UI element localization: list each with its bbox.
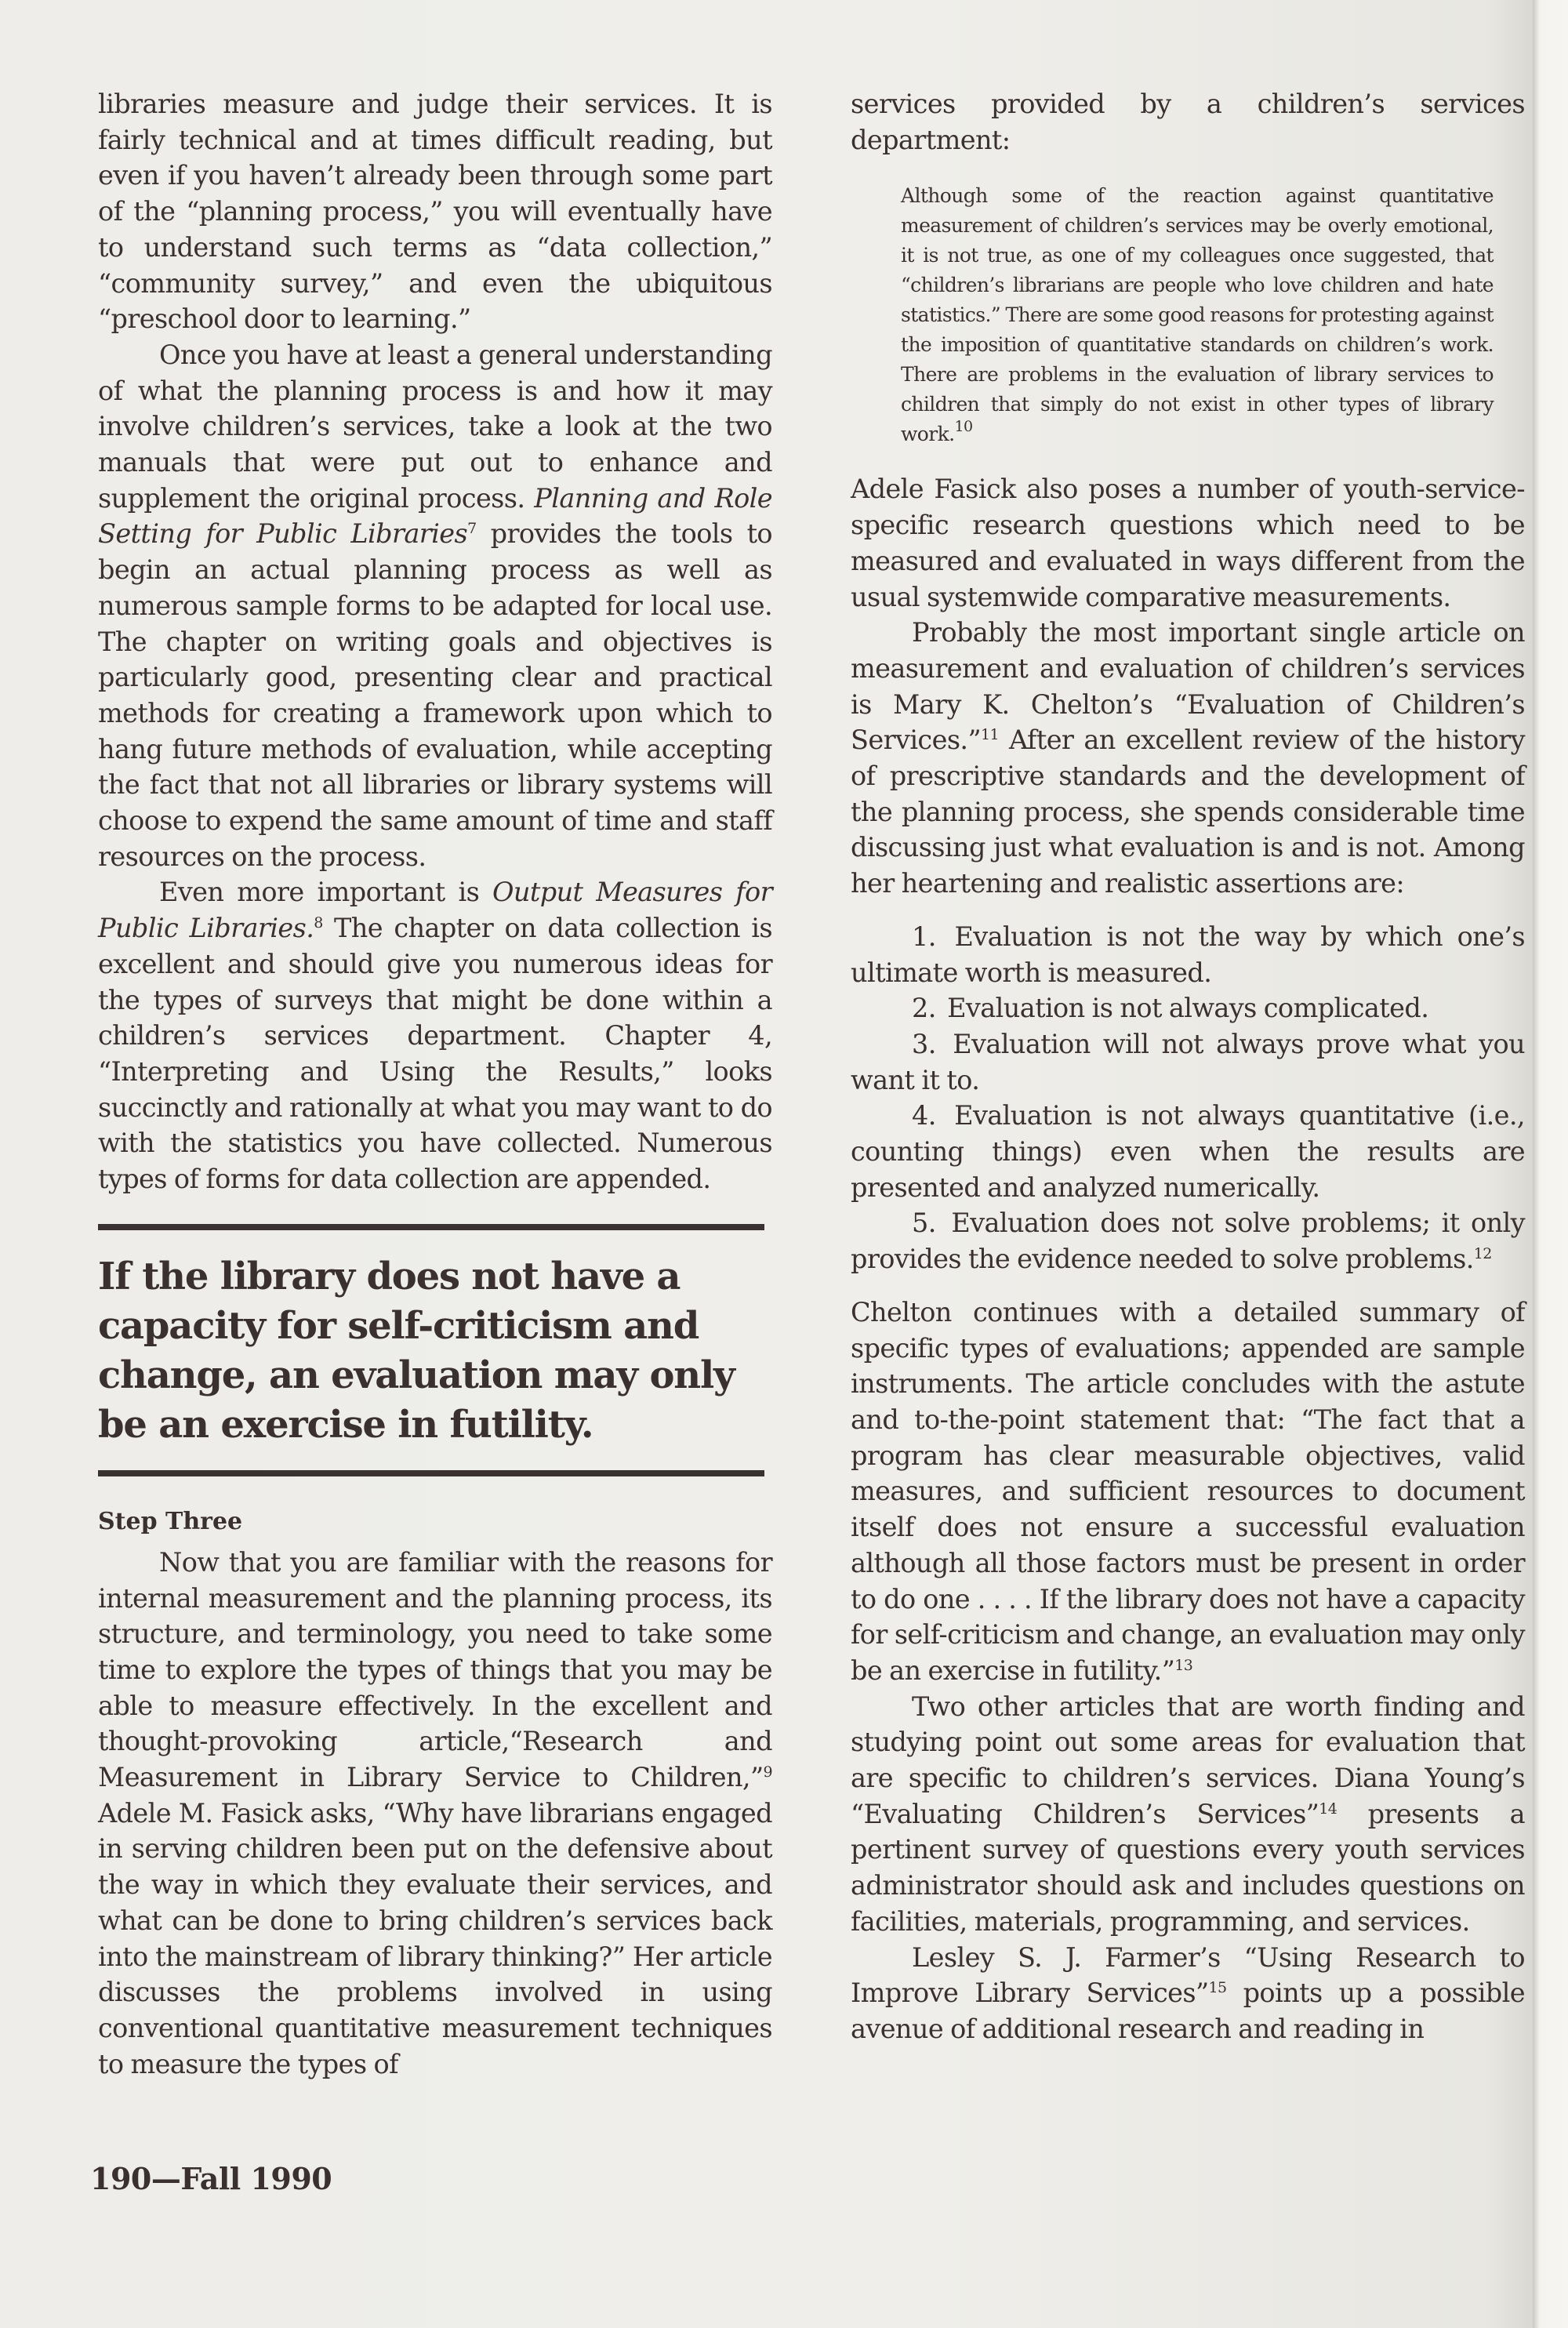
footnote-ref: 10	[954, 418, 973, 436]
footnote-ref: 14	[1319, 1800, 1338, 1818]
paragraph: Adele Fasick also poses a number of youth-service-specific research questions which need to be measured and evaluated in ways different from the usual systemwide comparative measurements.	[851, 474, 1525, 612]
list-item: 2. Evaluation is not always complicated.	[912, 993, 1429, 1024]
paragraph: Once you have at least a general understanding of what the planning process is and how it may involve children’s services, take a look at the two manuals that were put out to enhance and supplement the original process. Planning and Role Setting for Public Libraries$^7$ provides the tools to begin an actual planning process as well as numerous sample forms to be adapted for local use. The chapter on writing goals and objectives is particularly good, presenting clear and practical methods for creating a framework upon which to hang future methods of evaluation, while accepting the fact that not all libraries or library systems will choose to expend the same amount of time and staff resources on the process.	[98, 339, 772, 872]
list-item: 3. Evaluation will not always prove what you want it to.	[851, 1028, 1525, 1095]
footnote-ref: 8	[314, 914, 323, 932]
book-title: Planning and Role Setting for Public Libraries	[98, 482, 772, 550]
paragraph: services provided by a children’s services department:	[851, 89, 1525, 155]
left-column	[98, 86, 772, 2082]
paragraph: Two other articles that are worth finding and studying point out some areas for evaluation that are specific to children’s services. Diana Young’s “Evaluating Children’s Services”$^{14}$ presents a pertinent survey of questions every youth services administrator should ask and includes questions on facilities, materials, programming, and services.	[851, 1691, 1526, 1937]
footnote-ref: 7	[467, 520, 477, 538]
divider	[98, 1224, 764, 1230]
paragraph: Now that you are familiar with the reasons for internal measurement and the planning process, its structure, and terminology, you need to take some time to explore the types of things that you may be able to measure effectively. In the excellent and thought-provoking article,“Research and Measurement in Library Service to Children,”$^9$ Adele M. Fasick asks, “Why have librarians engaged in serving children been put on the defensive about the way in which they evaluate their services, and what can be done to bring children’s services back into the mainstream of library thinking?” Her article discusses the problems involved in using conventional quantitative measurement techniques to measure the types of	[98, 1546, 772, 2079]
paragraph: Probably the most important single article on measurement and evaluation of children’s services is Mary K. Chelton’s “Evaluation of Children’s Services.”$^{11}$ After an excellent review of the history of prescriptive standards and the development of the planning process, she spends considerable time discussing just what evaluation is and is not. Among her heartening and realistic assertions are:	[851, 617, 1525, 899]
footnote-ref: 15	[1208, 1979, 1227, 1997]
footnote-ref: 9	[763, 1763, 772, 1781]
block-quote-text: Although some of the reaction against quantitative measurement of children’s services may be overly emotional, it is not true, as one of my colleagues once suggested, that “children’s librarians are people who love children and hate statistics.” There are some good reasons for protesting against the imposition of quantitative standards on children’s work. There are problems in the evaluation of library services to children that simply do not exist in other types of library work.$^{10}$	[901, 184, 1494, 446]
right-column	[851, 86, 1525, 2047]
list-item: 1. Evaluation is not the way by which one’s ultimate worth is measured.	[851, 921, 1525, 988]
book-title: Output Measures for Public Libraries.	[98, 877, 772, 944]
footnote-ref: 11	[980, 726, 999, 744]
paragraph: Chelton continues with a detailed summary of specific types of evaluations; appended are sample instruments. The article concludes with the astute and to-the-point statement that: “The fact that a program has clear measurable objectives, valid measures, and sufficient resources to document itself does not ensure a successful evaluation although all those factors must be present in order to do one . . . . If the library does not have a capacity for self-criticism and change, an evaluation may only be an exercise in futility.”$^{13}$	[851, 1296, 1525, 1686]
paragraph: Even more important is Output Measures for Public Libraries.$^8$ The chapter on data collection is excellent and should give you numerous ideas for the types of surveys that might be done within a children’s services department. Chapter 4, “Interpreting and Using the Results,” looks succinctly and rationally at what you may want to do with the statistics you have collected. Numerous types of forms for data collection are appended.	[98, 877, 772, 1195]
assertion-list	[851, 919, 1525, 1277]
pull-quote-text: If the library does not have a capacity for self-criticism and change, an evaluation may only be an exercise in futility.	[98, 1254, 735, 1447]
list-item: 5. Evaluation does not solve problems; it only provides the evidence needed to solve problems.$^{12}$	[851, 1208, 1525, 1275]
paragraph: Lesley S. J. Farmer’s “Using Research to Improve Library Services”$^{15}$ points up a possible avenue of additional research and reading in	[851, 1941, 1525, 2044]
section-heading: Step Three	[98, 1507, 243, 1535]
pull-quote	[98, 1224, 772, 1476]
page-footer: 190—Fall 1990	[90, 2161, 332, 2196]
list-item: 4. Evaluation is not always quantitative (i.e., counting things) even when the results are presented and analyzed numerically.	[851, 1100, 1525, 1203]
footnote-ref: 12	[1473, 1245, 1492, 1263]
block-quote	[901, 181, 1494, 449]
footnote-ref: 13	[1174, 1656, 1193, 1674]
paragraph: libraries measure and judge their services. It is fairly technical and at times difficult reading, but even if you haven’t already been through some part of the “planning process,” you will eventually have to understand such terms as “data collection,” “community survey,” and even the ubiquitous “preschool door to learning.”	[98, 89, 772, 335]
page-edge	[1533, 0, 1568, 2328]
divider	[98, 1470, 764, 1476]
